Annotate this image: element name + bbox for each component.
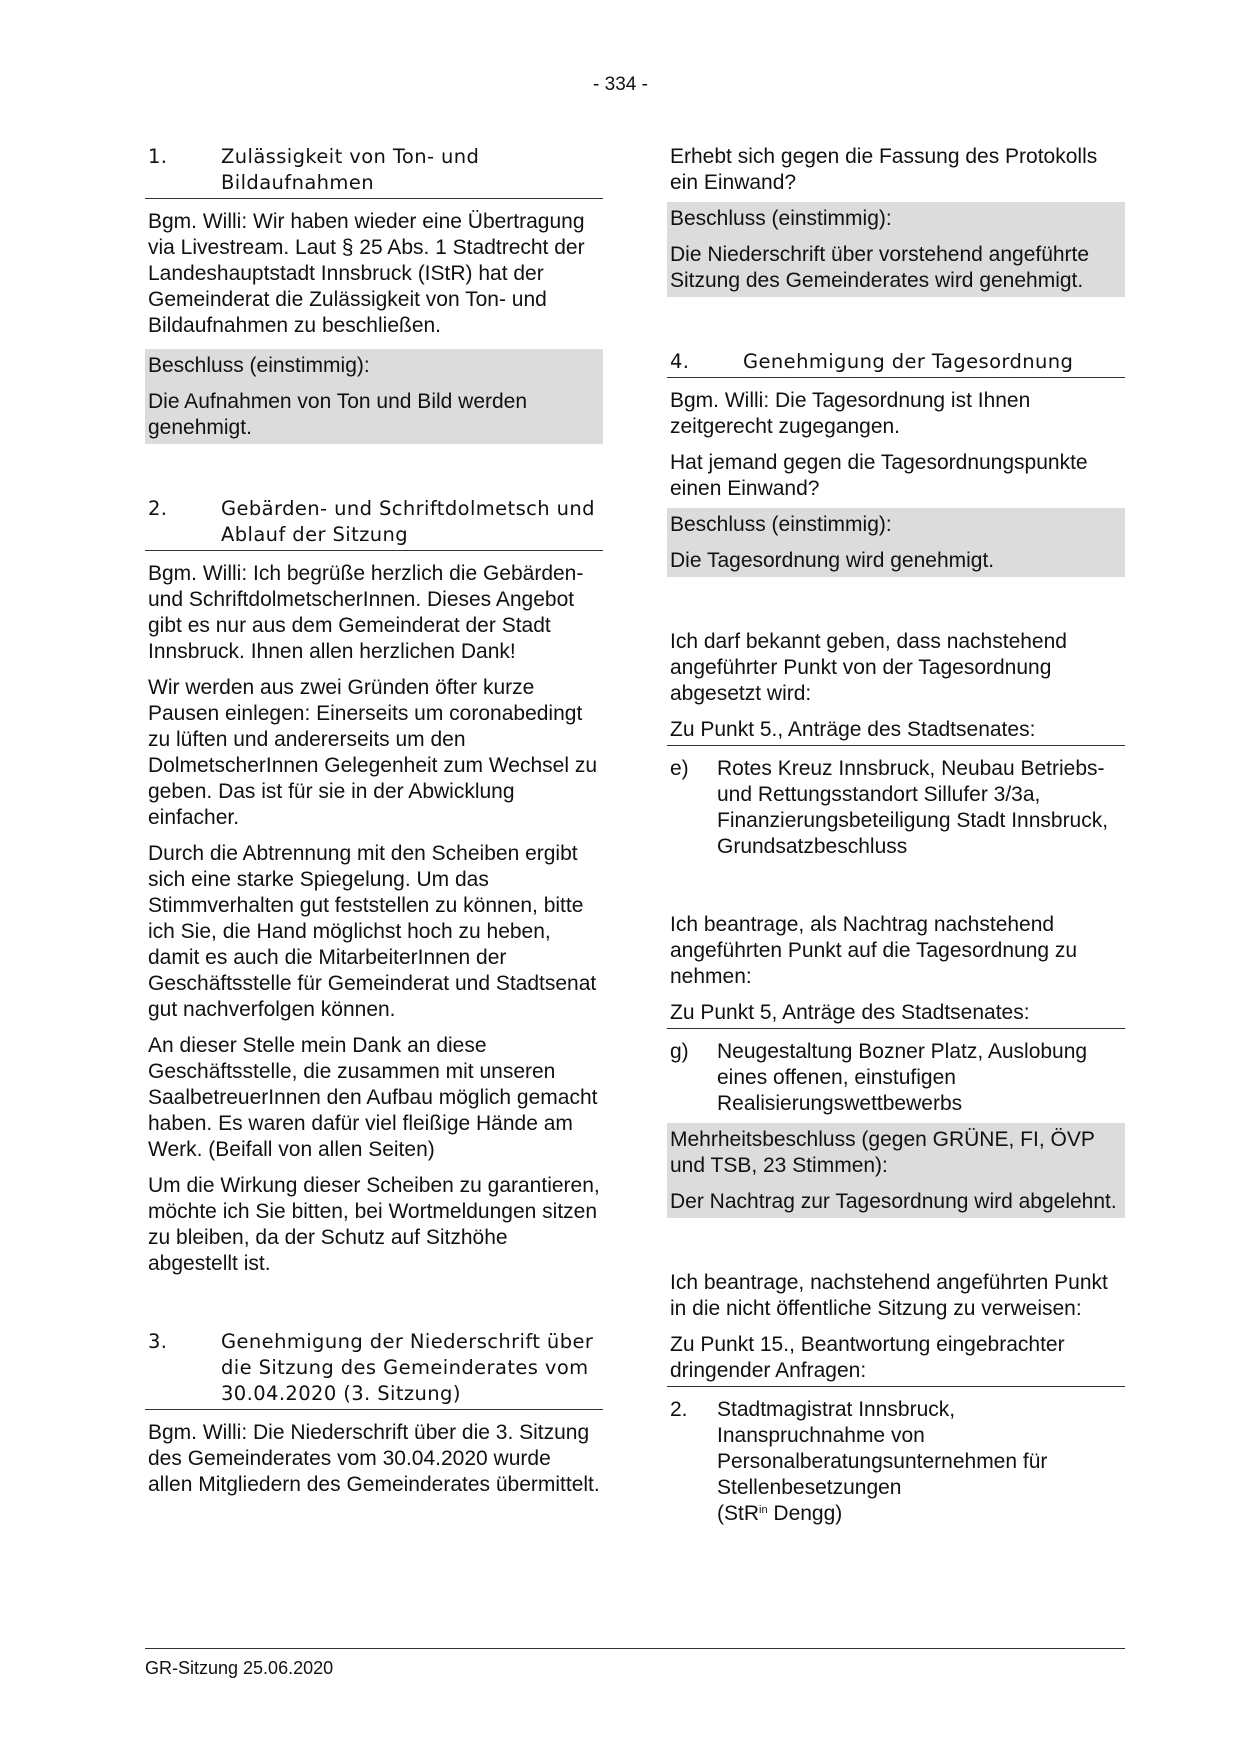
- item-text: Rotes Kreuz Innsbruck, Neubau Betriebs- und Rettungsstandort Sillufer 3/3a, Finanzierungsbeteiligung Stadt Innsbruck, Grundsatzbeschluss: [717, 757, 1109, 858]
- footer: GR-Sitzung 25.06.2020: [145, 1648, 1125, 1681]
- resolution-text: Die Niederschrift über vorstehend angeführte Sitzung des Gemeinderates wird genehmigt.: [670, 243, 1090, 292]
- paragraph: Bgm. Willi: Ich begrüße herzlich die Gebärden- und SchriftdolmetscherInnen. Dieses Angebot gibt es nur aus dem Gemeinderat der Stadt Innsbruck. Ihnen allen herzlichen Dank!: [148, 562, 584, 663]
- author-superscript: in: [759, 1504, 768, 1516]
- author-prefix: (StR: [717, 1502, 759, 1525]
- paragraph: Bgm. Willi: Wir haben wieder eine Übertragung via Livestream. Laut § 25 Abs. 1 Stadtrecht der Landeshauptstadt Innsbruck (IStR) hat der Gemeinderat die Zulässigkeit von Ton- und Bildaufnahmen zu beschließen.: [148, 210, 585, 337]
- resolution-label: Beschluss (einstimmig):: [670, 207, 892, 230]
- section-number: 2.: [148, 497, 168, 520]
- paragraph: Hat jemand gegen die Tagesordnungspunkte einen Einwand?: [670, 451, 1088, 500]
- paragraph: Ich beantrage, nachstehend angeführten Punkt in die nicht öffentliche Sitzung zu verweisen:: [670, 1271, 1108, 1320]
- section-number: 3.: [148, 1330, 168, 1353]
- section-title: Gebärden- und Schriftdolmetsch und Ablauf der Sitzung: [221, 497, 595, 546]
- paragraph: Ich darf bekannt geben, dass nachstehend angeführter Punkt von der Tagesordnung abgesetzt wird:: [670, 630, 1067, 705]
- left-column: [145, 144, 603, 1498]
- paragraph: Wir werden aus zwei Gründen öfter kurze Pausen einlegen: Einerseits um coronabedingt zu lüften und andererseits um den DolmetscherInnen Gelegenheit zum Wechsel zu geben. Das ist für sie in der Abwicklung einfacher.: [148, 676, 598, 829]
- resolution-text: Die Aufnahmen von Ton und Bild werden genehmigt.: [148, 390, 528, 439]
- paragraph: Bgm. Willi: Die Niederschrift über die 3. Sitzung des Gemeinderates vom 30.04.2020 wurde allen Mitgliedern des Gemeinderates übermittelt.: [148, 1421, 600, 1496]
- agenda-item: [667, 1397, 1125, 1527]
- page-number: - 334 -: [593, 74, 648, 95]
- author-suffix: Dengg): [767, 1502, 843, 1525]
- agenda-item: [667, 756, 1125, 860]
- right-column: [667, 144, 1125, 1527]
- agenda-item: [667, 1039, 1125, 1117]
- resolution-box: [667, 508, 1125, 577]
- section-title: Zulässigkeit von Ton- und Bildaufnahmen: [221, 145, 480, 194]
- resolution-label: Beschluss (einstimmig):: [148, 354, 370, 377]
- item-label: g): [670, 1040, 689, 1063]
- resolution-label: Beschluss (einstimmig):: [670, 513, 892, 536]
- resolution-text: Die Tagesordnung wird genehmigt.: [670, 549, 995, 572]
- section-title: Genehmigung der Niederschrift über die Sitzung des Gemeinderates vom 30.04.2020 (3. Sitzung): [221, 1330, 594, 1405]
- paragraph: Erhebt sich gegen die Fassung des Protokolls ein Einwand?: [670, 145, 1098, 194]
- paragraph: Bgm. Willi: Die Tagesordnung ist Ihnen zeitgerecht zugegangen.: [670, 389, 1031, 438]
- paragraph: Ich beantrage, als Nachtrag nachstehend angeführten Punkt auf die Tagesordnung zu nehmen:: [670, 913, 1078, 988]
- section-number: 4.: [670, 350, 690, 373]
- resolution-box: [667, 1123, 1125, 1218]
- section-title: Genehmigung der Tagesordnung: [743, 350, 1074, 373]
- section-number: 1.: [148, 145, 168, 168]
- resolution-text: Der Nachtrag zur Tagesordnung wird abgelehnt.: [670, 1190, 1117, 1213]
- paragraph: Um die Wirkung dieser Scheiben zu garantieren, möchte ich Sie bitten, bei Wortmeldungen sitzen zu bleiben, da der Schutz auf Sitzhöhe abgestellt ist.: [148, 1174, 600, 1275]
- agenda-reference: Zu Punkt 15., Beantwortung eingebrachter dringender Anfragen:: [667, 1332, 1125, 1387]
- agenda-reference: Zu Punkt 5, Anträge des Stadtsenates:: [667, 1000, 1125, 1029]
- resolution-box: [667, 202, 1125, 297]
- resolution-box: [145, 349, 603, 444]
- item-label: e): [670, 757, 689, 780]
- paragraph: An dieser Stelle mein Dank an diese Geschäftsstelle, die zusammen mit unseren SaalbetreuerInnen den Aufbau möglich gemacht haben. Es waren dafür viel fleißige Hände am Werk. (Beifall von allen Seiten): [148, 1034, 598, 1161]
- section-heading-1: [145, 144, 603, 199]
- item-label: 2.: [670, 1398, 688, 1421]
- resolution-label: Mehrheitsbeschluss (gegen GRÜNE, FI, ÖVP und TSB, 23 Stimmen):: [670, 1128, 1095, 1177]
- agenda-reference: Zu Punkt 5., Anträge des Stadtsenates:: [667, 717, 1125, 746]
- item-title: Stadtmagistrat Innsbruck, Inanspruchnahme von Personalberatungsunternehmen für Stellenbesetzungen: [717, 1398, 1048, 1499]
- section-heading-2: [145, 496, 603, 551]
- item-text: Neugestaltung Bozner Platz, Auslobung eines offenen, einstufigen Realisierungswettbewerbs: [717, 1040, 1088, 1115]
- paragraph: Durch die Abtrennung mit den Scheiben ergibt sich eine starke Spiegelung. Um das Stimmverhalten gut feststellen zu können, bitte ich Sie, die Hand möglichst hoch zu heben, damit es auch die MitarbeiterInnen der Geschäftsstelle für Gemeinderat und Stadtsenat gut nachverfolgen können.: [148, 842, 597, 1021]
- item-text: [717, 1397, 1125, 1527]
- section-heading-4: [667, 349, 1125, 378]
- section-heading-3: [145, 1329, 603, 1410]
